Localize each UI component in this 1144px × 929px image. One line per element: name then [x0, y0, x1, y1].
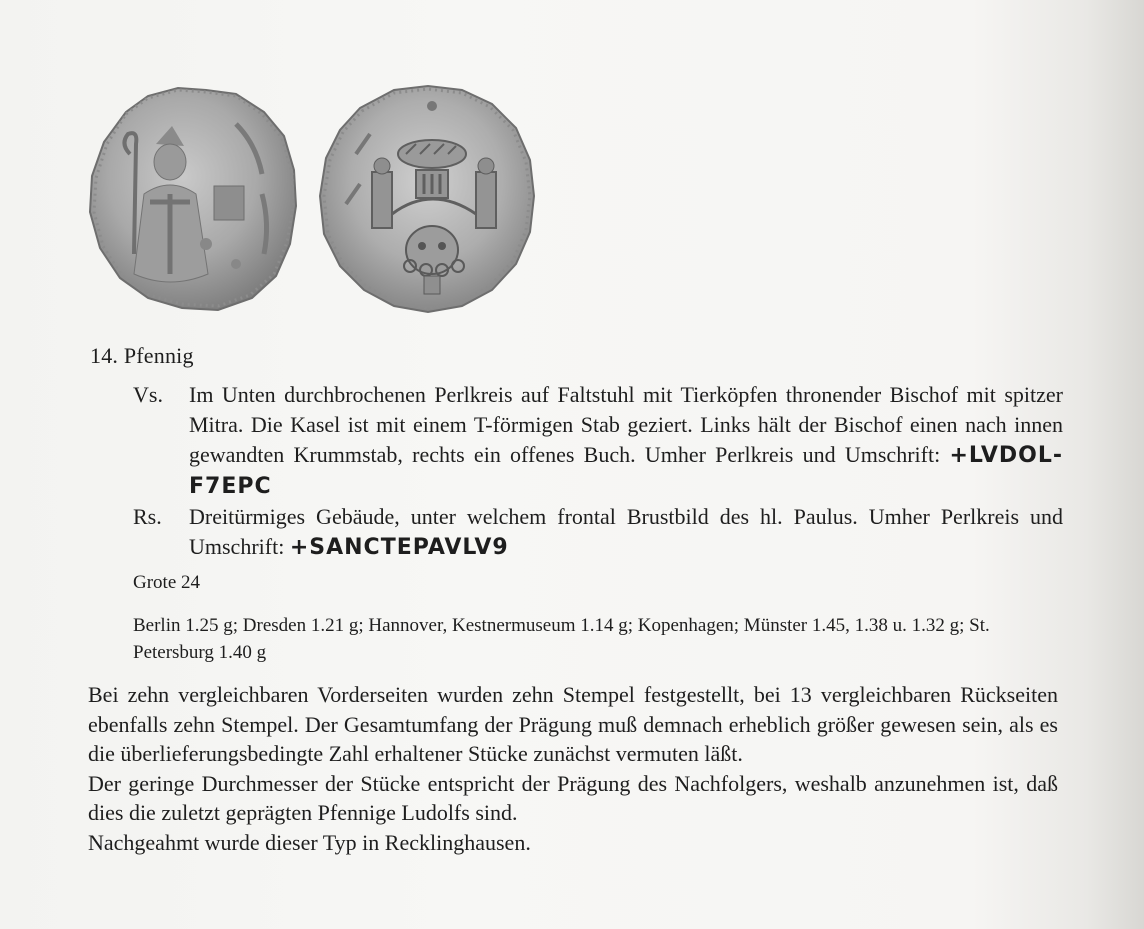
- reference-citation: Grote 24: [133, 572, 201, 593]
- commentary-paragraph-3: Nachgeahmt wurde dieser Typ in Recklinghausen.: [88, 829, 531, 855]
- obverse-legend: +LVDOL-F7EPC: [189, 443, 1063, 499]
- obverse-label: Vs.: [133, 382, 163, 407]
- reverse-label: Rs.: [133, 504, 162, 529]
- commentary-paragraph-2: Der geringe Durchmesser der Stücke entspricht der Prägung des Nachfolgers, weshalb anzunehmen ist, daß dies die zuletzt geprägten Pfennige Ludolfs sind.: [88, 770, 1058, 825]
- obverse-description: [133, 380, 1063, 502]
- entry-title: Pfennig: [123, 343, 194, 368]
- commentary-paragraph-1: Bei zehn vergleichbaren Vorderseiten wurden zehn Stempel festgestellt, bei 13 vergleichbaren Rückseiten ebenfalls zehn Stempel. Der Gesamtumfang der Prägung muß demnach erheblich größer gewesen sein, als es die überlieferungsbedingte Zahl erhaltener Stücke zunächst vermuten läßt.: [88, 682, 1058, 766]
- entry-heading: [90, 343, 194, 369]
- find-locations: Berlin 1.25 g; Dresden 1.21 g; Hannover, Kestnermuseum 1.14 g; Kopenhagen; Münster 1.45, 1.38 u. 1.32 g; St. Petersburg 1.40 g: [133, 615, 990, 663]
- reverse-description: [133, 502, 1063, 563]
- entry-number: 14.: [90, 343, 119, 368]
- obverse-text: Im Unten durchbrochenen Perlkreis auf Faltstuhl mit Tierköpfen thronender Bischof mit spitzer Mitra. Die Kasel ist mit einem T-förmigen Stab geziert. Links hält der Bischof einen nach innen gewandten Krummstab, rechts ein offenes Buch. Umher Perlkreis und Umschrift:: [189, 382, 1063, 467]
- commentary-text: [88, 680, 1058, 857]
- coin-obverse-photo: [86, 84, 300, 314]
- reverse-legend: +SANCTEPAVLV9: [289, 535, 509, 560]
- reverse-text: Dreitürmiges Gebäude, unter welchem frontal Brustbild des hl. Paulus. Umher Perlkreis und Umschrift:: [189, 504, 1063, 559]
- coin-reverse-photo: [316, 84, 538, 314]
